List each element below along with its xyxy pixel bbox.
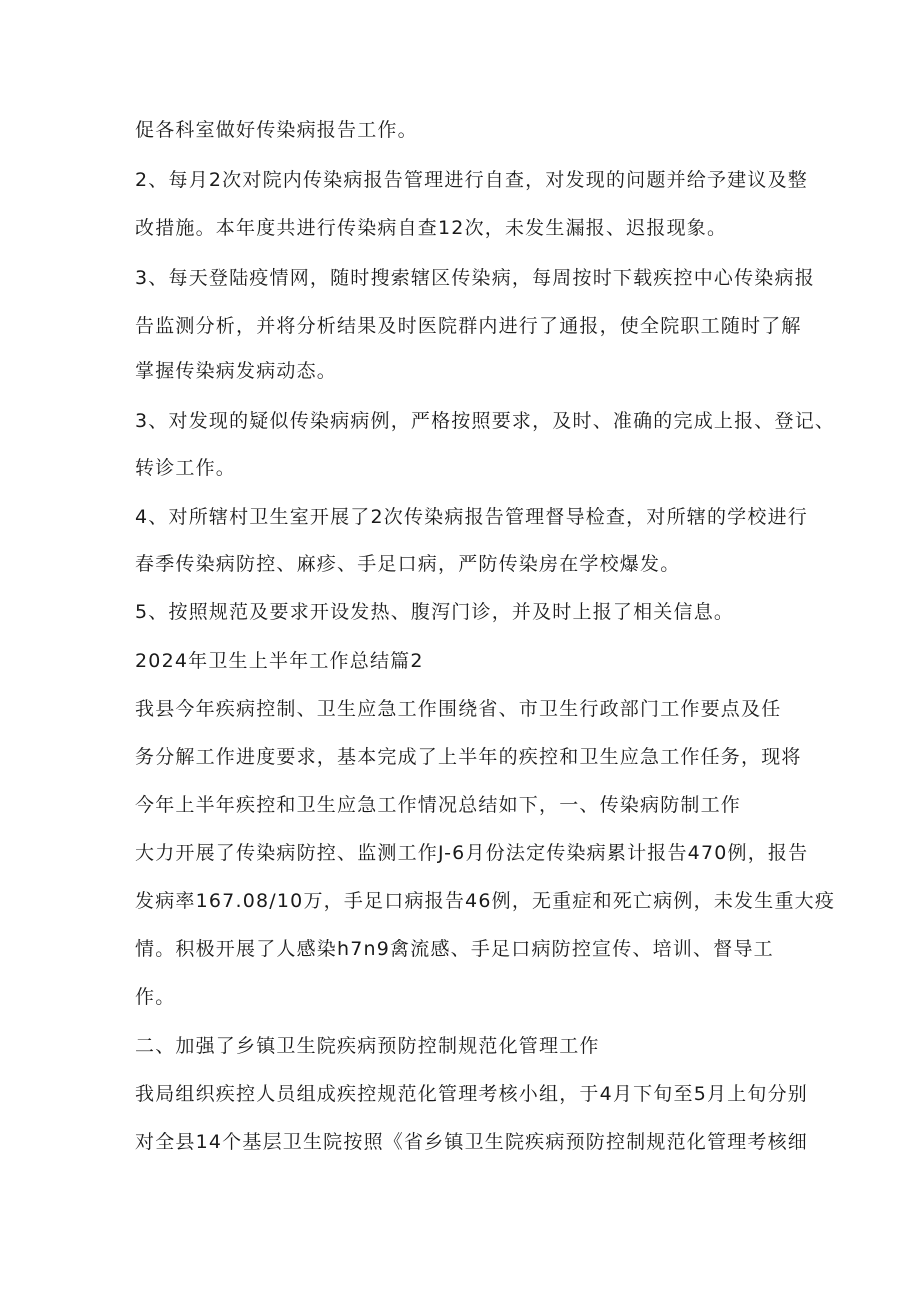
- text-line: 改措施。本年度共进行传染病自查12次，未发生漏报、迟报现象。: [135, 217, 728, 239]
- section-heading: 二、加强了乡镇卫生院疾病预防控制规范化管理工作: [135, 1035, 600, 1057]
- text-line: 转诊工作。: [135, 457, 237, 479]
- text-line: 情。积极开展了人感染h7n9禽流感、手足口病防控宣传、培训、督导工: [135, 938, 774, 960]
- text-line: 我局组织疾控人员组成疾控规范化管理考核小组，于4月下旬至5月上旬分别: [135, 1083, 808, 1105]
- text-line: 5、按照规范及要求开设发热、腹泻门诊，并及时上报了相关信息。: [135, 601, 735, 623]
- text-line: 告监测分析，并将分析结果及时医院群内进行了通报，使全院职工随时了解: [135, 315, 802, 337]
- text-line: 我县今年疾病控制、卫生应急工作围绕省、市卫生行政部门工作要点及任: [135, 698, 782, 720]
- text-line: 务分解工作进度要求，基本完成了上半年的疾控和卫生应急工作任务，现将: [135, 746, 802, 768]
- text-line: 3、对发现的疑似传染病病例，严格按照要求，及时、准确的完成上报、登记、: [135, 410, 836, 432]
- text-line: 今年上半年疾控和卫生应急工作情况总结如下，一、传染病防制工作: [135, 794, 742, 816]
- text-line: 促各科室做好传染病报告工作。: [135, 119, 418, 141]
- text-line: 掌握传染病发病动态。: [135, 360, 338, 382]
- text-line: 发病率167.08/10万，手足口病报告46例，无重症和死亡病例，未发生重大疫: [135, 890, 836, 912]
- text-line: 春季传染病防控、麻疹、手足口病，严防传染房在学校爆发。: [135, 553, 681, 575]
- section-heading: 2024年卫生上半年工作总结篇2: [135, 650, 424, 672]
- text-line: 3、每天登陆疫情网，随时搜索辖区传染病，每周按时下载疾控中心传染病报: [135, 267, 815, 289]
- text-line: 作。: [135, 986, 176, 1008]
- text-line: 4、对所辖村卫生室开展了2次传染病报告管理督导检查，对所辖的学校进行: [135, 506, 808, 528]
- text-line: 大力开展了传染病防控、监测工作J-6月份法定传染病累计报告470例，报告: [135, 842, 809, 864]
- text-line: 2、每月2次对院内传染病报告管理进行自查，对发现的问题并给予建议及整: [135, 169, 808, 191]
- text-line: 对全县14个基层卫生院按照《省乡镇卫生院疾病预防控制规范化管理考核细: [135, 1131, 808, 1153]
